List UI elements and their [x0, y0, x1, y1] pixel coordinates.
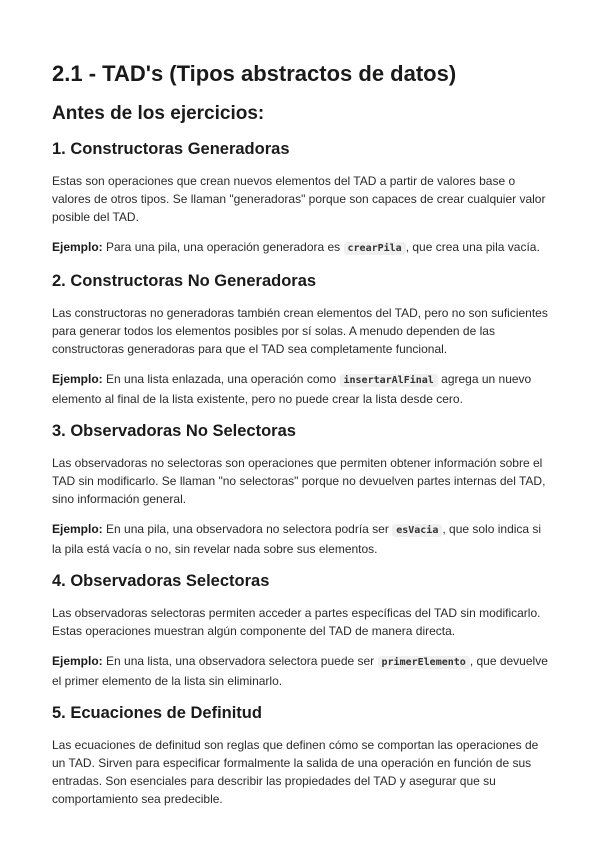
example-text-before: En una lista enlazada, una operación como — [102, 372, 340, 386]
section-ecuaciones-de-definitud — [52, 702, 548, 808]
section-description: Estas son operaciones que crean nuevos elementos del TAD a partir de valores base o valores de otros tipos. Se llaman "generadoras" porque son capaces de crear cualquier valor posible del TAD. — [52, 174, 546, 224]
example-text-after: , que solo indica si la pila está vacía o no, sin revelar nada sobre sus elementos. — [52, 522, 542, 556]
example-text-before: En una lista, una observadora selectora puede ser — [102, 654, 378, 668]
section-description: Las observadoras selectoras permiten acceder a partes específicas del TAD sin modificarlo. Estas operaciones muestran algún componente del TAD de manera directa. — [52, 606, 541, 638]
section-heading: 5. Ecuaciones de Definitud — [52, 704, 262, 722]
example-code: crearPila — [344, 242, 406, 255]
example-label: Ejemplo: — [52, 654, 103, 668]
section-example — [52, 370, 548, 408]
section-heading: 1. Constructoras Generadoras — [52, 140, 290, 158]
section-description: Las ecuaciones de definitud son reglas que definen cómo se comportan las operaciones de un TAD. Sirven para especificar formalmente la salida de una operación en función de sus entradas. Son esenciales para describir las propiedades del TAD y asegurar que su comportamiento sea predecible. — [52, 738, 539, 806]
example-text-before: En una pila, una observadora no selectora podría ser — [102, 522, 393, 536]
example-label: Ejemplo: — [52, 522, 103, 536]
section-heading: 2. Constructoras No Generadoras — [52, 272, 317, 290]
page-subtitle: Antes de los ejercicios: — [52, 103, 265, 124]
section-description: Las observadoras no selectoras son operaciones que permiten obtener información sobre el TAD sin modificarlo. Se llaman "no selectoras" porque no devuelven partes internas del TAD, sino información general. — [52, 456, 546, 506]
section-example — [52, 652, 548, 690]
section-observadoras-selectoras — [52, 570, 548, 690]
section-example — [52, 238, 548, 258]
section-observadoras-no-selectoras — [52, 420, 548, 558]
example-code: insertarAlFinal — [340, 374, 438, 387]
example-text-after: , que crea una pila vacía. — [405, 240, 540, 254]
example-code: primerElemento — [378, 656, 470, 669]
example-label: Ejemplo: — [52, 372, 103, 386]
example-label: Ejemplo: — [52, 240, 103, 254]
example-text-before: Para una pila, una operación generadora es — [102, 240, 344, 254]
section-constructoras-generadoras — [52, 138, 548, 258]
section-heading: 4. Observadoras Selectoras — [52, 572, 270, 590]
section-constructoras-no-generadoras — [52, 270, 548, 408]
example-text-after: , que devuelve el primer elemento de la lista sin eliminarlo. — [52, 654, 548, 688]
section-heading: 3. Observadoras No Selectoras — [52, 422, 296, 440]
example-text-after: agrega un nuevo elemento al final de la lista existente, pero no puede crear la lista desde cero. — [52, 372, 532, 406]
section-example — [52, 520, 548, 558]
page-title: 2.1 - TAD's (Tipos abstractos de datos) — [52, 61, 457, 86]
example-code: esVacia — [392, 524, 442, 537]
section-description: Las constructoras no generadoras también crean elementos del TAD, pero no son suficientes para generar todos los elementos posibles por sí solas. A menudo dependen de las constructoras generadoras para que el TAD sea completamente funcional. — [52, 306, 548, 356]
